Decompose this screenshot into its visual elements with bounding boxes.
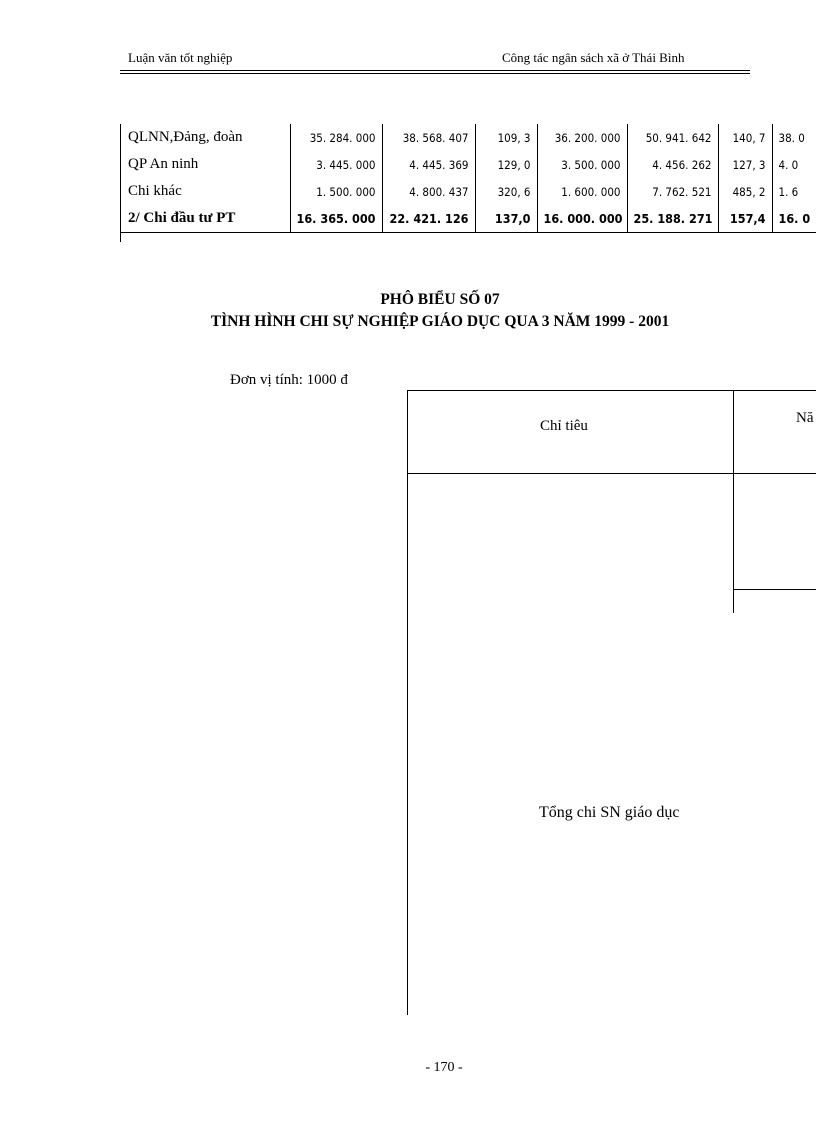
cell-value: 127, 3 <box>718 151 772 178</box>
cell-value: 22. 421. 126 <box>382 205 475 233</box>
cell-value: 50. 941. 642 <box>627 124 718 151</box>
header-left: Luận văn tốt nghiệp <box>128 50 233 65</box>
column-header-chi-tieu: Chỉ tiêu <box>540 418 588 434</box>
row-label: 2/ Chi đầu tư PT <box>120 205 290 233</box>
cell-value: 140, 7 <box>718 124 772 151</box>
cell-value: 4. 456. 262 <box>627 151 718 178</box>
cell-value: 4. 0 <box>772 151 816 178</box>
appendix-title: PHÔ BIỂU SỐ 07 <box>380 291 500 308</box>
cell-value: 4. 445. 369 <box>382 151 475 178</box>
table-column-divider <box>733 390 734 613</box>
unit-label: Đơn vị tính: 1000 đ <box>230 372 348 388</box>
cell-value: 3. 500. 000 <box>537 151 627 178</box>
cell-value: 7. 762. 521 <box>627 178 718 205</box>
header-right: Công tác ngân sách xã ở Thái Bình <box>502 50 685 65</box>
cell-value: 1. 500. 000 <box>290 178 382 205</box>
row-label: Chi khác <box>128 183 182 199</box>
header-rule <box>120 73 750 74</box>
cell-value: 25. 188. 271 <box>627 205 718 233</box>
top-table <box>120 124 816 233</box>
cell-value: 485, 2 <box>718 178 772 205</box>
cell-value: 16. 0 <box>772 205 816 233</box>
cell-value: 129, 0 <box>475 151 537 178</box>
top-table-container <box>120 124 816 242</box>
page-number: - 170 - <box>425 1060 463 1075</box>
table-top-border <box>408 390 816 391</box>
table-row-total <box>120 205 816 233</box>
cell-value: 35. 284. 000 <box>290 124 382 151</box>
table-header-divider <box>408 473 816 474</box>
cell-value: 1. 600. 000 <box>537 178 627 205</box>
row-label-tong-chi: Tổng chi SN giáo dục <box>539 804 680 821</box>
row-label: QLNN,Đảng, đoàn <box>128 129 243 145</box>
table-row <box>120 151 816 178</box>
cell-value: 109, 3 <box>475 124 537 151</box>
table-subrow-divider <box>733 589 816 590</box>
row-label: QP An ninh <box>128 156 199 172</box>
cell-value: 3. 445. 000 <box>290 151 382 178</box>
cell-value: 320, 6 <box>475 178 537 205</box>
table-left-border <box>407 390 408 1015</box>
cell-value: 16. 000. 000 <box>537 205 627 233</box>
appendix-subtitle: TÌNH HÌNH CHI SỰ NGHIỆP GIÁO DỤC QUA 3 NĂM 1999 - 2001 <box>210 313 670 330</box>
cell-value: 36. 200. 000 <box>537 124 627 151</box>
cell-value: 137,0 <box>475 205 537 233</box>
cell-value: 157,4 <box>718 205 772 233</box>
table-row <box>120 178 816 205</box>
header-rule <box>120 70 750 71</box>
table-row <box>120 124 816 151</box>
cell-value: 38. 0 <box>772 124 816 151</box>
cell-value: 1. 6 <box>772 178 816 205</box>
column-header-nam: Nă <box>796 410 814 426</box>
cell-value: 38. 568. 407 <box>382 124 475 151</box>
cell-value: 16. 365. 000 <box>290 205 382 233</box>
cell-value: 4. 800. 437 <box>382 178 475 205</box>
